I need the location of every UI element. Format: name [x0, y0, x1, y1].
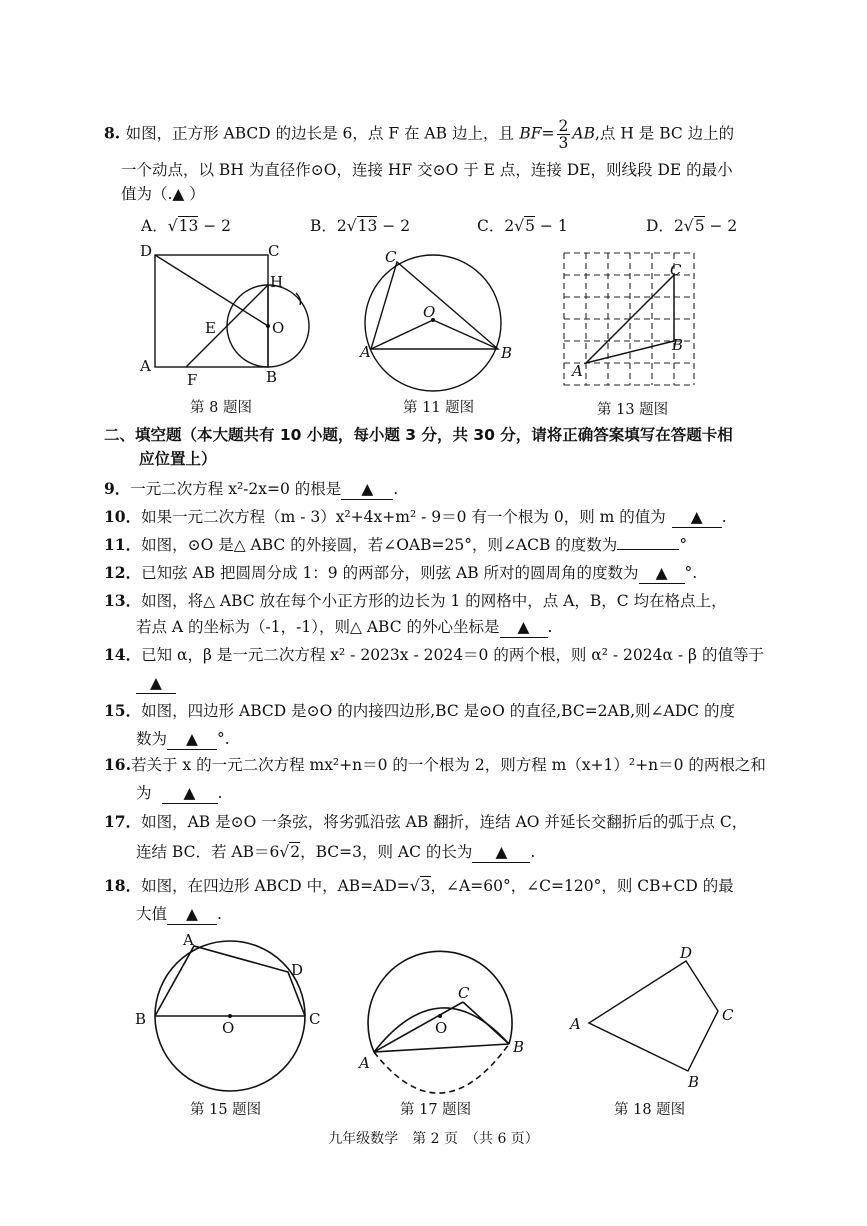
q10-blank[interactable]: ▲ — [672, 507, 722, 528]
q8-number: 8. — [104, 123, 121, 143]
figure-11 — [365, 255, 501, 391]
caption-fig18: 第 18 题图 — [614, 1102, 686, 1118]
fig17-label-b: B — [513, 1038, 525, 1056]
section2-title: 二、填空题（本大题共有 10 小题，每小题 3 分，共 30 分，请将正确答案填写在答题卡相 — [104, 426, 733, 444]
q8-option-c[interactable]: C．2√5 − 1 — [477, 217, 568, 235]
q18-line2: 大值 ▲ . — [136, 905, 222, 923]
fig11-label-o: O — [423, 303, 436, 321]
segment-de — [155, 255, 268, 326]
q8-option-a[interactable]: A．√13 − 2 — [141, 217, 232, 235]
label-e: E — [205, 319, 216, 337]
caption-fig13: 第 13 题图 — [597, 402, 669, 418]
caption-fig17: 第 17 题图 — [400, 1102, 472, 1118]
label-b: B — [266, 368, 278, 386]
q15-blank[interactable]: ▲ — [167, 729, 217, 750]
q15-line2: 数为 ▲ °. — [136, 730, 230, 748]
fig17-label-a: A — [359, 1054, 370, 1072]
caption-fig8: 第 8 题图 — [190, 400, 252, 416]
q13-line2: 若点 A 的坐标为（-1，-1），则△ ABC 的外心坐标是 ▲ . — [136, 618, 553, 636]
q8-fraction: $\frac{2}{3}$ — [558, 117, 569, 152]
label-o: O — [272, 319, 285, 337]
caption-fig11: 第 11 题图 — [403, 400, 475, 416]
q17-blank[interactable]: ▲ — [472, 842, 530, 863]
label-f: F — [187, 371, 198, 389]
page-footer: 九年级数学 第 2 页 （共 6 页） — [328, 1131, 539, 1147]
q16-line1: 16.若关于 x 的一元二次方程 mx²+n＝0 的一个根为 2，则方程 m（x+1）²+n＝0 的两根之和 — [104, 755, 766, 774]
caption-fig15: 第 15 题图 — [190, 1102, 262, 1118]
q8-line2: 一个动点，以 BH 为直径作⊙O，连接 HF 交⊙O 于 E 点，连接 DE，则线段 DE 的最小 — [121, 161, 733, 179]
label-a: A — [140, 357, 151, 375]
q15-line1: 15．如图，四边形 ABCD 是⊙O 的内接四边形,BC 是⊙O 的直径,BC=2AB,则∠ADC 的度 — [104, 701, 735, 720]
q17-line1: 17．如图，AB 是⊙O 一条弦，将劣弧沿弦 AB 翻折，连结 AO 并延长交翻折后的弧于点 C， — [104, 812, 748, 831]
label-d: D — [140, 242, 153, 260]
q12-blank[interactable]: ▲ — [639, 563, 685, 584]
q10: 10．如果一元二次方程（m - 3）x²+4x+m² - 9＝0 有一个根为 0，则 m 的值为 ▲ . — [104, 507, 727, 526]
fig11-label-b: B — [501, 344, 513, 362]
fig18-label-b: B — [688, 1073, 700, 1091]
section2-title-2: 应位置上） — [139, 450, 217, 468]
q13-blank[interactable]: ▲ — [500, 617, 548, 638]
q8-option-b[interactable]: B．2√13 − 2 — [310, 217, 411, 235]
q14-line1: 14．已知 α，β 是一元二次方程 x² - 2023x - 2024＝0 的两个根，则 α² - 2024α - β 的值等于 — [104, 645, 764, 664]
fig15-label-o: O — [222, 1019, 235, 1037]
q16-line2: 为 ▲ . — [136, 784, 223, 802]
q9: 9．一元二次方程 x²-2x=0 的根是 ▲ . — [104, 479, 399, 498]
q8-line1: 8. 如图，正方形 ABCD 的边长是 6，点 F 在 AB 边上，且 BF= $\frac{2}{3}$ AB,点 H 是 BC 边上的 — [104, 117, 735, 152]
q11: 11．如图，⊙O 是△ ABC 的外接圆，若∠OAB=25°，则∠ACB 的度数为 ° — [104, 535, 688, 554]
center-o-dot — [266, 324, 270, 328]
fig15-label-d: D — [291, 961, 304, 979]
q17-line2: 连结 BC．若 AB＝6√2，BC=3，则 AC 的长为 ▲ . — [136, 843, 536, 861]
label-h: H — [270, 273, 284, 291]
q12: 12．已知弦 AB 把圆周分成 1：9 的两部分，则弦 AB 所对的圆周角的度数为 ▲ °. — [104, 563, 698, 582]
q8-option-d[interactable]: D．2√5 − 2 — [646, 217, 738, 235]
fig15-label-b: B — [135, 1010, 147, 1028]
fig18-label-c: C — [722, 1006, 734, 1024]
q8-line3: 值为（.▲ ） — [121, 185, 205, 203]
q14-line2 — [136, 673, 176, 694]
q9-blank[interactable]: ▲ — [341, 479, 393, 500]
fig11-label-a: A — [360, 343, 371, 361]
q14-blank[interactable]: ▲ — [136, 673, 176, 694]
q13-line1: 13．如图，将△ ABC 放在每个小正方形的边长为 1 的网格中，点 A，B，C 均在格点上， — [104, 591, 727, 610]
fig15-label-c: C — [309, 1010, 321, 1028]
segment-hf — [186, 285, 268, 367]
fig18-label-a: A — [570, 1015, 581, 1033]
fig13-label-c: C — [670, 261, 682, 279]
q16-blank[interactable]: ▲ — [162, 783, 218, 804]
q11-blank[interactable] — [617, 549, 679, 550]
fig17-label-c: C — [458, 984, 470, 1002]
fig15-label-a: A — [183, 931, 194, 949]
fig18-label-d: D — [680, 944, 693, 962]
label-c: C — [268, 242, 280, 260]
fig13-label-a: A — [572, 362, 583, 380]
fig13-label-b: B — [672, 336, 684, 354]
figure-18 — [589, 961, 718, 1071]
q18-line1: 18．如图，在四边形 ABCD 中，AB=AD=√3，∠A=60°，∠C=120°，则 CB+CD 的最 — [104, 876, 734, 895]
fig17-label-o: O — [435, 1019, 448, 1037]
fig11-label-c: C — [385, 248, 397, 266]
q18-blank[interactable]: ▲ — [167, 904, 217, 925]
square-abcd — [155, 255, 268, 367]
